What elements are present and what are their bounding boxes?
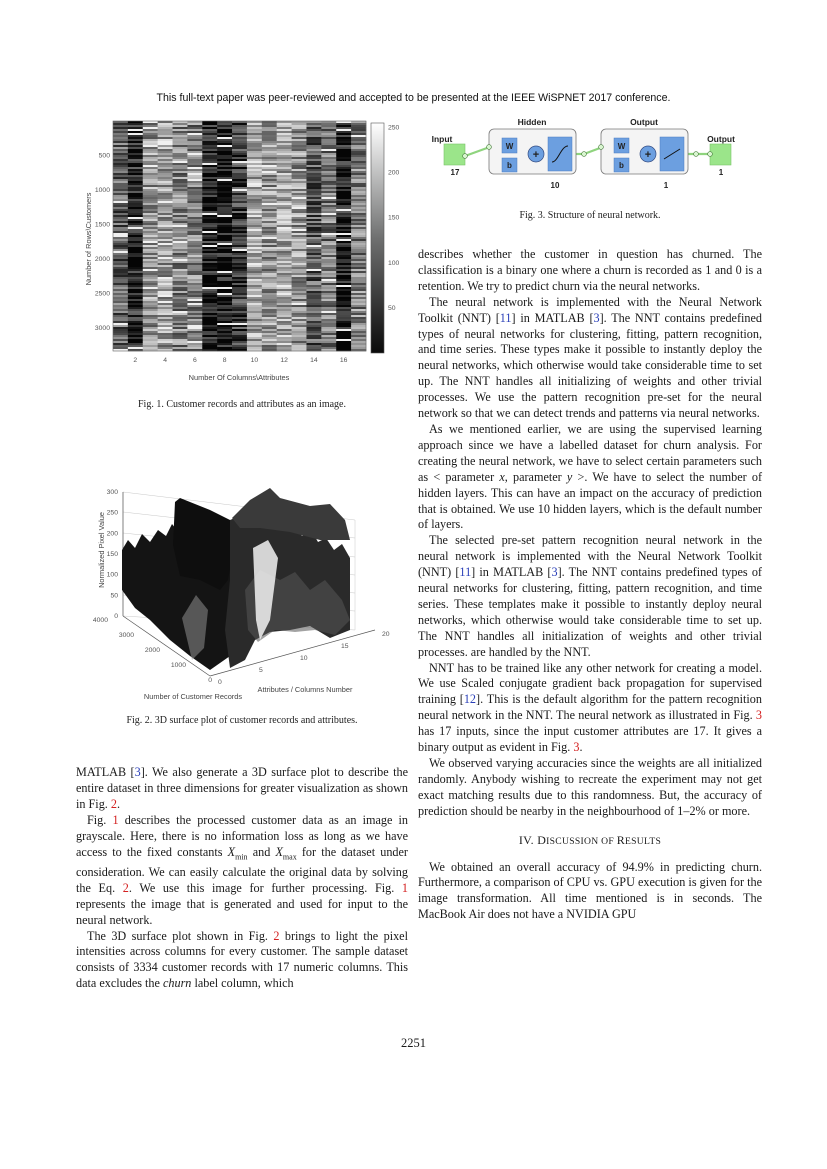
- citation-link[interactable]: 3: [593, 310, 600, 325]
- figure-3-caption: Fig. 3. Structure of neural network.: [519, 210, 661, 221]
- input-node: [444, 144, 465, 165]
- svg-text:20: 20: [382, 631, 390, 638]
- svg-text:100: 100: [388, 259, 400, 267]
- svg-text:8: 8: [222, 357, 227, 364]
- right-column: [418, 247, 762, 923]
- left-column: [76, 765, 408, 992]
- figure-1: [80, 115, 410, 390]
- paragraph: MATLAB [3]. We also generate a 3D surface plot to describe the entire dataset in three dimensions for greater visualization as shown in Fig. 2.: [76, 765, 408, 811]
- svg-text:6: 6: [192, 357, 197, 364]
- colorbar-ticks: [388, 125, 400, 312]
- svg-text:10: 10: [300, 655, 308, 662]
- section-heading: IV. DISCUSSION OF RESULTS: [518, 832, 662, 847]
- output-sum-symbol: +: [644, 149, 652, 161]
- input-label: Input: [431, 134, 453, 144]
- figure-link[interactable]: 1: [112, 812, 119, 827]
- z-axis-ticks: [107, 489, 119, 620]
- svg-text:150: 150: [106, 551, 118, 558]
- svg-text:15: 15: [341, 643, 349, 650]
- figure-3: [420, 112, 780, 192]
- x-axis-label: Number Of Columns\Attributes: [188, 373, 290, 382]
- x-axis-label: Attributes / Columns Number: [257, 685, 353, 694]
- figure-link[interactable]: 3: [573, 740, 580, 755]
- svg-text:2: 2: [133, 357, 138, 364]
- figure-link[interactable]: 3: [755, 708, 762, 723]
- colorbar: [371, 123, 384, 353]
- citation-link[interactable]: 12: [463, 692, 477, 707]
- svg-text:100: 100: [106, 571, 118, 579]
- svg-text:4000: 4000: [92, 617, 108, 624]
- output-node: [710, 144, 731, 165]
- y-axis-ticks: [95, 152, 110, 331]
- output-layer-label: Output: [630, 117, 658, 127]
- svg-text:250: 250: [106, 509, 118, 517]
- svg-text:300: 300: [106, 489, 118, 496]
- conference-header-note: This full-text paper was peer-reviewed and accepted to be presented at the IEEE WiSPNET 2017 conference.: [156, 92, 671, 104]
- equation-link[interactable]: 2: [122, 880, 129, 895]
- output-weight-label: W: [617, 142, 626, 151]
- svg-text:3000: 3000: [118, 632, 134, 639]
- svg-text:500: 500: [98, 152, 110, 160]
- hidden-weight-label: W: [505, 142, 514, 151]
- output-size: 1: [718, 168, 724, 177]
- svg-text:10: 10: [250, 357, 259, 364]
- svg-text:2500: 2500: [94, 290, 110, 298]
- figure-2-caption: Fig. 2. 3D surface plot of customer records and attributes.: [126, 715, 358, 726]
- svg-text:16: 16: [339, 357, 348, 364]
- svg-text:3000: 3000: [94, 324, 110, 332]
- paragraph: NNT has to be trained like any other network for creating a model. We use Scaled conjugate gradient back propagation for supervised training [12]. This is the default algorithm for the pattern recognition neural network in the NNT. The neural network as illustrated in Fig. 3 has 17 inputs, since the input customer attributes are 17. It gives a binary output as evident in Fig. 3.: [418, 660, 762, 755]
- hidden-layer-label: Hidden: [517, 117, 547, 127]
- paragraph: The 3D surface plot shown in Fig. 2 brings to light the pixel intensities across columns for every customer. The sample dataset consists of 3334 customer records with 17 numeric columns. This data excludes the churn label column, which: [76, 928, 408, 991]
- figure-2: [80, 480, 410, 705]
- figure-link[interactable]: 2: [110, 796, 117, 811]
- svg-text:1000: 1000: [94, 186, 110, 194]
- page-number: 2251: [401, 1036, 426, 1050]
- y-axis-label: Number of Rows\Customers: [84, 192, 93, 286]
- svg-text:1000: 1000: [170, 662, 186, 669]
- svg-text:0: 0: [208, 677, 212, 684]
- paragraph: We observed varying accuracies since the weights are all initialized randomly. Anybody wishing to recreate the experiment may not get exact matching results due to this randomness. But, the accuracy of prediction should be nearby in the neighbourhood of 1–2% or more.: [418, 756, 762, 818]
- svg-text:200: 200: [106, 530, 118, 538]
- paragraph: describes whether the customer in question has churned. The classification is a binary one where a churn is recorded as 1 and 0 is a retention. We try to predict churn via the neural networks.: [418, 247, 762, 293]
- math-xmin: $X_{min}$: [227, 844, 248, 861]
- paragraph: Fig. 1 describes the processed customer data as an image in grayscale. Here, there is no information loss as long as we have access to the fixed constants $X_{min}$ and $X_{max}$ for the dataset under consideration. We can easily calculate the original data by solving the Eq. 2. We use this image for further processing. Fig. 1 represents the image that is generated and used for input to the neural network.: [76, 812, 408, 927]
- hidden-bias-label: b: [507, 161, 512, 170]
- figure-1-caption: Fig. 1. Customer records and attributes as an image.: [137, 399, 346, 410]
- svg-text:200: 200: [388, 169, 400, 177]
- svg-text:0: 0: [218, 679, 222, 686]
- svg-text:12: 12: [280, 357, 288, 364]
- citation-link[interactable]: 3: [551, 565, 558, 580]
- surface-mesh: [122, 488, 350, 670]
- surface-plot-chart: [80, 480, 410, 705]
- svg-text:0: 0: [114, 613, 118, 620]
- svg-text:150: 150: [388, 214, 400, 222]
- svg-text:50: 50: [388, 304, 396, 312]
- output-bias-label: b: [619, 161, 624, 170]
- neural-network-diagram: [420, 112, 780, 192]
- hidden-sum-symbol: +: [532, 149, 540, 161]
- emphasis-churn: churn: [162, 976, 192, 991]
- math-xmax: $X_{max}$: [275, 844, 297, 861]
- citation-link[interactable]: 11: [459, 565, 472, 580]
- svg-text:250: 250: [388, 124, 400, 132]
- z-axis-label: Normalized Pixel Value: [97, 512, 106, 588]
- paragraph: We obtained an overall accuracy of 94.9% in predicting churn. Furthermore, a comparison of CPU vs. GPU execution is given for the image transformation. All time mentioned is in seconds. The MacBook Air does not have a NVIDIA GPU: [418, 859, 762, 922]
- figure-link[interactable]: 2: [273, 928, 280, 943]
- svg-text:50: 50: [110, 592, 118, 600]
- heatmap-plot-area: [113, 121, 366, 351]
- svg-text:2000: 2000: [94, 255, 110, 263]
- paragraph: The selected pre-set pattern recognition neural network in the neural network is implemented with the Neural Network Toolkit (NNT) [11] in MATLAB [3]. The NNT contains predefined types of neural networks for clustering, fitting, pattern recognition, and time series. These templates make it possible to instantly deploy neural networks, which otherwise would take considerable time to set up. The NNT handles all initialization of weights and other trivial processes. are handled by the NNT.: [418, 533, 762, 659]
- citation-link[interactable]: 3: [134, 765, 141, 779]
- svg-text:1500: 1500: [94, 221, 110, 229]
- paragraph: The neural network is implemented with the Neural Network Toolkit (NNT) [11] in MATLAB [3]. The NNT contains predefined types of neural networks for clustering, fitting, pattern recognition, and time series. These types make it possible to instantly deploy the neural networks, which otherwise would take considerable time to set up. The NNT handles all initializing of weights and other trivial processes. We use the pattern recognition pre-set for the neural network so that we can detect trends and patterns via neural networks.: [418, 294, 762, 421]
- heatmap-chart: [80, 115, 410, 390]
- svg-text:14: 14: [310, 357, 318, 364]
- citation-link[interactable]: 11: [499, 310, 512, 325]
- figure-link[interactable]: 1: [401, 880, 408, 895]
- svg-text:4: 4: [163, 357, 167, 364]
- y-axis-label: Number of Customer Records: [143, 692, 243, 701]
- hidden-size: 10: [550, 181, 560, 190]
- svg-text:5: 5: [259, 667, 263, 674]
- x-axis-ticks: [133, 357, 347, 364]
- svg-text:2000: 2000: [144, 647, 160, 654]
- output-label: Output: [707, 134, 735, 144]
- output-layer-size: 1: [663, 181, 669, 190]
- paragraph: As we mentioned earlier, we are using the supervised learning approach since we have a labelled dataset for churn analysis. For creating the neural network, we have to select certain parameters such as < parameter x, parameter y >. We have to select the number of hidden layers. This can have an impact on the accuracy of prediction that is obtained. We use 10 hidden layers, which is the default number of layers.: [418, 421, 763, 532]
- input-size: 17: [450, 168, 460, 177]
